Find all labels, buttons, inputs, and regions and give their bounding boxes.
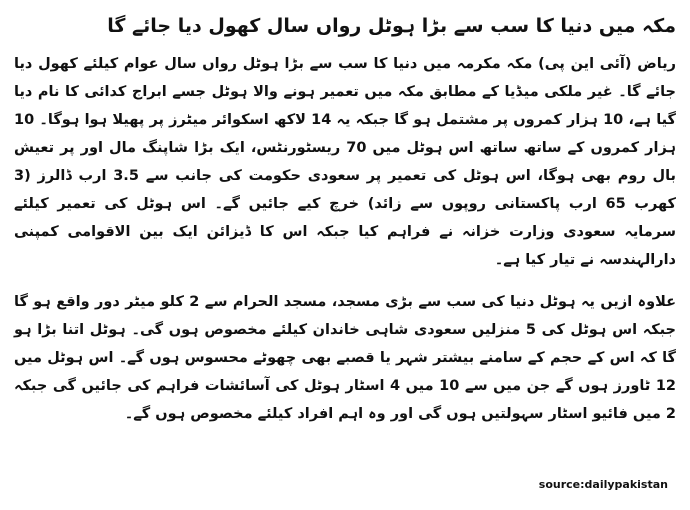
source-credit: source:dailypakistan xyxy=(538,478,668,491)
article-paragraph-2: علاوہ ازیں یہ ہوٹل دنیا کی سب سے بڑی مسجد، مسجد الحرام سے 2 کلو میٹر دور واقع ہو گا جبکہ اس ہوٹل کی 5 منزلیں سعودی شاہی خاندان کیلئے مخصوص ہوں گی۔ ہوٹل اتنا بڑا ہو گا کہ اس کے حجم کے سامنے بیشتر شہر یا قصبے بھی چھوٹے محسوس ہوں گے۔ اس ہوٹل میں 12 ٹاورز ہوں گے جن میں سے 10 میں 4 اسٹار ہوٹل کی آسائشات فراہم کی جائیں گی جبکہ 2 میں فائیو اسٹار سہولتیں ہوں گی اور وہ اہم افراد کیلئے مخصوص ہوں گے۔ xyxy=(14,294,677,422)
article-headline: مکہ میں دنیا کا سب سے بڑا ہوٹل رواں سال کھول دیا جائے گا xyxy=(107,15,676,37)
article-paragraph-1: ریاض (آئی این پی) مکہ مکرمہ میں دنیا کا سب سے بڑا ہوٹل رواں سال عوام کیلئے کھول دیا جائے گا۔ غیر ملکی میڈیا کے مطابق مکہ میں تعمیر ہونے والا ہوٹل جسے ابراج کدائی کا نام دیا گیا ہے، 10 ہزار کمروں پر مشتمل ہو گا جبکہ یہ 14 لاکھ اسکوائر میٹرز پر پھیلا ہوا ہوگا۔ 10 ہزار کمروں کے ساتھ ساتھ اس ہوٹل میں 70 ریسٹورنٹس، ایک بڑا شاپنگ مال اور پر تعیش بال روم بھی ہوگا، اس ہوٹل کی تعمیر پر سعودی حکومت کی جانب سے 3.5 ارب ڈالرز (3 کھرب 65 ارب پاکستانی روپوں سے زائد) خرچ کیے جائیں گے۔ اس ہوٹل کی تعمیر کیلئے سرمایہ سعودی وزارت خزانہ نے فراہم کیا جبکہ اس کا ڈیزائن ایک بین الاقوامی کمپنی دارالہندسہ نے تیار کیا ہے۔ xyxy=(14,56,676,268)
